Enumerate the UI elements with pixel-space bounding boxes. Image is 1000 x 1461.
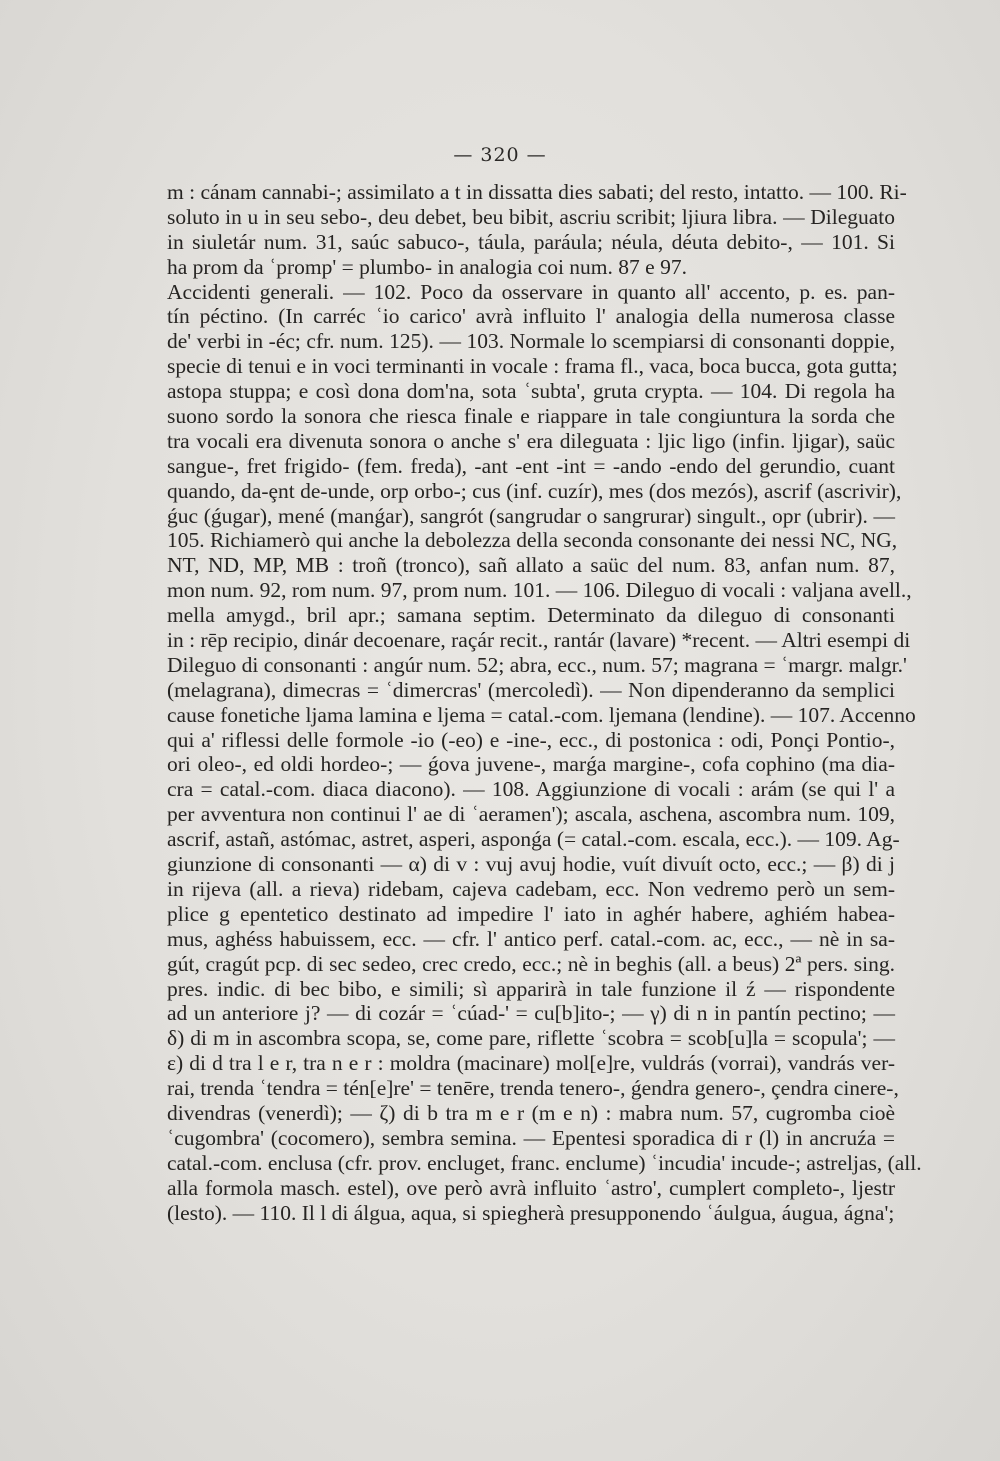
body-text [167,180,922,1225]
text-line: in siuletár num. 31, saúc sabuco-, táula, paráula; néula, déuta debito-, — 101. Si [167,229,895,254]
text-line: ha prom da ʿpromp' = plumbo- in analogia coi num. 87 e 97. [167,254,687,279]
text-line: mus, aghéss habuissem, ecc. — cfr. l' antico perf. catal.-com. ac, ecc., — nè in sa- [167,926,895,951]
text-line: tín péctino. (In carréc ʿio carico' avrà influito l' analogia della numerosa classe [167,304,895,329]
text-line: Dileguo di consonanti : angúr num. 52; abra, ecc., num. 57; magrana = ʿmargr. malgr.' [167,652,907,677]
text-line: soluto in u in seu sebo-, deu debet, beu bibit, ascriu scribit; ljiura libra. — Dileguato [167,204,895,229]
text-line: ʿcugombra' (cocomero), sembra semina. — Epentesi sporadica di r (l) in ancruźa = [167,1125,895,1150]
text-line: per avventura non continui l' ae di ʿaeramen'); ascala, aschena, ascombra num. 109, [167,802,895,827]
text-line: ad un anteriore j? — di cozár = ʿcúad-' = cu[b]ito-; — γ) di n in pantín pectino; — [167,1001,895,1026]
text-line: de' verbi in -éc; cfr. num. 125). — 103. Normale lo scempiarsi di consonanti doppie, [167,329,895,354]
text-line: 105. Richiamerò qui anche la debolezza della seconda consonante dei nessi NC, NG, [167,528,898,553]
text-line: Accidenti generali. — 102. Poco da osservare in quanto all' accento, p. es. pan- [167,279,895,304]
text-line: (lesto). — 110. Il l di álgua, aqua, si spiegherà presupponendo ʿáulgua, áugua, ágna'; [167,1200,895,1225]
text-line: catal.-com. enclusa (cfr. prov. encluget, franc. enclume) ʿincudia' incude-; astreljas, (all. [167,1150,922,1175]
text-line: in rijeva (all. a rieva) ridebam, cajeva cadebam, ecc. Non vedremo però un sem- [167,876,895,901]
text-line: mon num. 92, rom num. 97, prom num. 101. — 106. Dileguo di vocali : valjana avell., [167,578,912,603]
text-line: specie di tenui e in voci terminanti in vocale : frama fl., vaca, boca bucca, gota gutta; [167,354,898,379]
text-line: sangue-, fret frigido- (fem. freda), -ant -ent -int = -ando -endo del gerundio, cuant [167,453,895,478]
text-line: m : cánam cannabi-; assimilato a t in dissatta dies sabati; del resto, intatto. — 100. Ri- [167,180,907,204]
text-line: gút, cragút pcp. di sec sedeo, crec credo, ecc.; nè in beghis (all. a beus) 2ª pers. sing. [167,951,895,976]
text-line: cra = catal.-com. diaca diacono). — 108. Aggiunzione di vocali : arám (se qui l' a [167,777,895,802]
text-line: ε) di d tra l e r, tra n e r : moldra (macinare) mol[e]re, vuldrás (vorrai), vandrás ver- [167,1051,895,1076]
page-number: — 320 — [453,144,547,166]
text-line: ori oleo-, ed oldi hordeo-; — ǵova juvene-, marǵa margine-, cofa cophino (ma dia- [167,752,895,777]
text-line: δ) di m in ascombra scopa, se, come pare, riflette ʿscobra = scob[u]la = scopula'; — [167,1026,895,1051]
text-line: quando, da-ȩnt de-unde, orp orbo-; cus (inf. cuzír), mes (dos mezós), ascrif (ascrivir), [167,478,902,503]
text-line: astopa stuppa; e così dona dom'na, sota ʿsubta', gruta crypta. — 104. Di regola ha [167,379,895,404]
text-line: plice g epentetico destinato ad impedire l' iato in aghér habere, aghiém habea- [167,901,895,926]
text-line: ascrif, astañ, astómac, astret, asperi, asponǵa (= catal.-com. escala, ecc.). — 109. Ag- [167,827,900,852]
text-line: (melagrana), dimecras = ʿdimercras' (mercoledì). — Non dipenderanno da semplici [167,677,895,702]
text-line: ǵuc (ǵugar), mené (manǵar), sangrót (sangrudar o sangrurar) singult., opr (ubrir). — [167,503,895,528]
text-line: tra vocali era divenuta sonora o anche s' era dileguata : ljic ligo (infin. ljigar), saüc [167,428,895,453]
text-line: in : rēp recipio, dinár decoenare, raçár recit., rantár (lavare) *recent. — Altri esempi di [167,628,911,653]
text-line: rai, trenda ʿtendra = tén[e]re' = tenēre, trenda tenero-, ǵendra genero-, çendra cinere-, [167,1076,899,1101]
text-line: pres. indic. di bec bibo, e simili; sì apparirà in tale funzione il ź — rispondente [167,976,895,1001]
text-line: cause fonetiche ljama lamina e ljema = catal.-com. ljemana (lendine). — 107. Accenno [167,702,916,727]
text-line: qui a' riflessi delle formole -io (-eo) e -ine-, ecc., di postonica : odi, Ponçi Pontio-, [167,727,895,752]
text-line: divendras (venerdì); — ζ) di b tra m e r (m e n) : mabra num. 57, cugromba cioè [167,1100,895,1125]
text-line: giunzione di consonanti — α) di v : vuj avuj hodie, vuít divuít octo, ecc.; — β) di j [167,852,895,877]
text-line: alla formola masch. estel), ove però avrà influito ʿastro', cumplert completo-, ljestr [167,1175,895,1200]
text-line: NT, ND, MP, MB : troñ (tronco), sañ allato a saüc del num. 83, anfan num. 87, [167,553,895,578]
text-line: mella amygd., bril apr.; samana septim. Determinato da dileguo di consonanti [167,603,895,628]
text-line: suono sordo la sonora che riesca finale e riappare in tale congiuntura la sorda che [167,404,895,429]
